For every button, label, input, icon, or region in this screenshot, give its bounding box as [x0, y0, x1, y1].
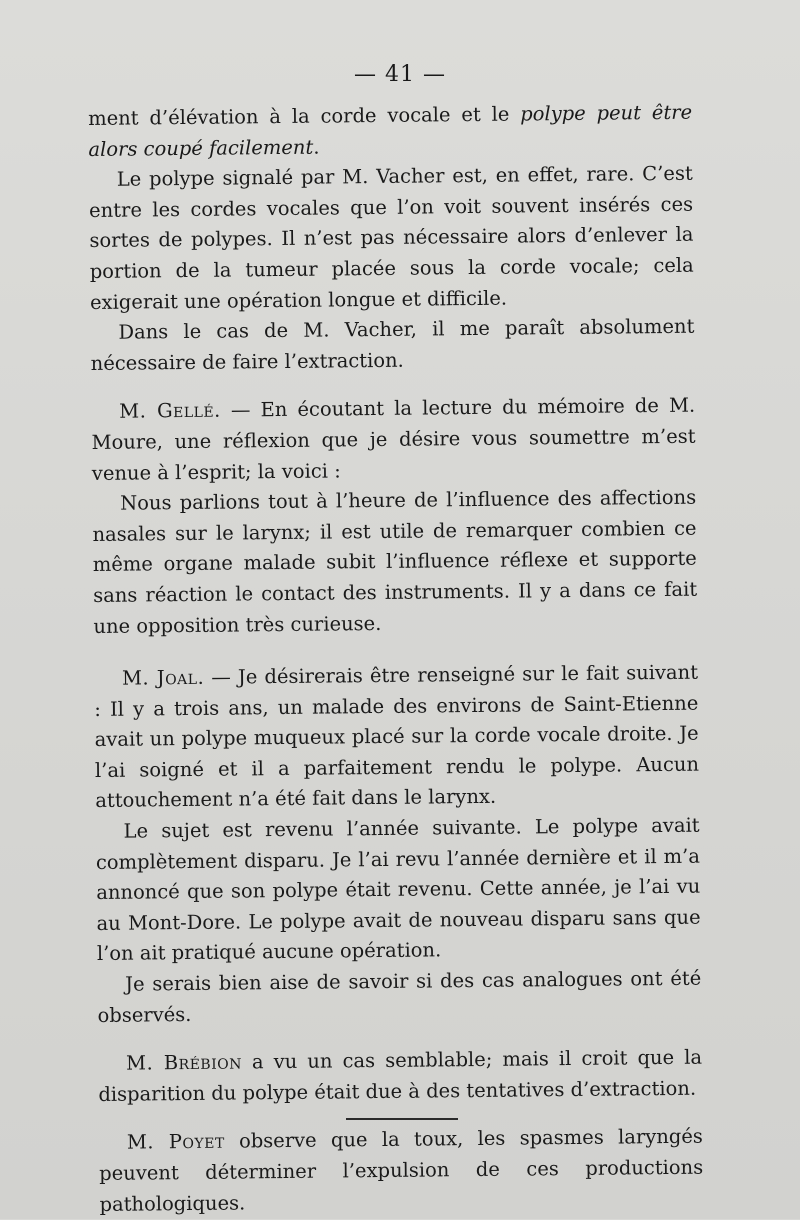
page-body [88, 98, 704, 1220]
speaker-name: M. Gellé. [119, 398, 221, 424]
speaker-name: M. Brébion [125, 1050, 243, 1075]
paragraph-cas-analogues: Je serais bien aise de savoir si des cas analogues ont été observés. [97, 966, 702, 1027]
paragraph-vacher-extraction: Dans le cas de M. Vacher, il me paraît absolument nécessaire de faire l’extraction. [90, 314, 695, 375]
paragraph-influence: Nous parlions tout à l’heure de l’influence des affections nasales sur le larynx; il est utile de remarquer combien ce même organe malade subit l’influence réflexe et supporte sans réaction le contact des instruments. Il y a dans ce fait une opposition très curieuse. [92, 485, 698, 638]
paragraph-sujet-revenu: Le sujet est revenu l’année suivante. Le polype avait complètement disparu. Je l’ai revu l’année dernière et il m’a annoncé que son polype était revenu. Cette année, je l’ai vu au Mont-Dore. Le polype avait de nouveau disparu sans que l’on ait pratiqué aucune opération. [95, 813, 701, 966]
closing-rule [346, 1118, 458, 1120]
paragraph-vacher-polype: Le polype signalé par M. Vacher est, en effet, rare. C’est entre les cordes vocales que l’on voit souvent insérés ces sortes de polypes. Il n’est pas nécessaire alors d’enlever la portion de la tumeur placée sous la corde vocale; cela exigerait une opération longue et difficile. [88, 161, 694, 314]
paragraph-brebion: M. Brébion a vu un cas semblable; mais il croit que la disparition du polype était due à des tentatives d’extraction. [98, 1045, 703, 1106]
speaker-name: M. Joal. [121, 665, 205, 690]
speaker-name: M. Poyet [126, 1130, 225, 1155]
page-number: — 41 — [354, 62, 446, 87]
paragraph-gelle: M. Gellé. — En écoutant la lecture du mémoire de M. Moure, une réflexion que je désire vous soumettre m’est venue à l’esprit; la voici : [91, 394, 696, 485]
paragraph-continuation: ment d’élévation à la corde vocale et le polype peut être alors coupé facilement. [88, 100, 693, 161]
paragraph-joal: M. Joal. — Je désirerais être renseigné sur le fait suivant : Il y a trois ans, un malade des environs de Saint-Etienne avait un polype muqueux placé sur la corde vocale droite. Je l’ai soigné et il a parfaitement rendu le polype. Aucun attouchement n’a été fait dans le larynx. [94, 660, 700, 813]
italic-phrase: polype peut être alors coupé facilement [88, 100, 693, 161]
paragraph-poyet: M. Poyet observe que la toux, les spasmes laryngés peuvent déterminer l’expulsion de ces productions pathologiques. [99, 1125, 704, 1216]
